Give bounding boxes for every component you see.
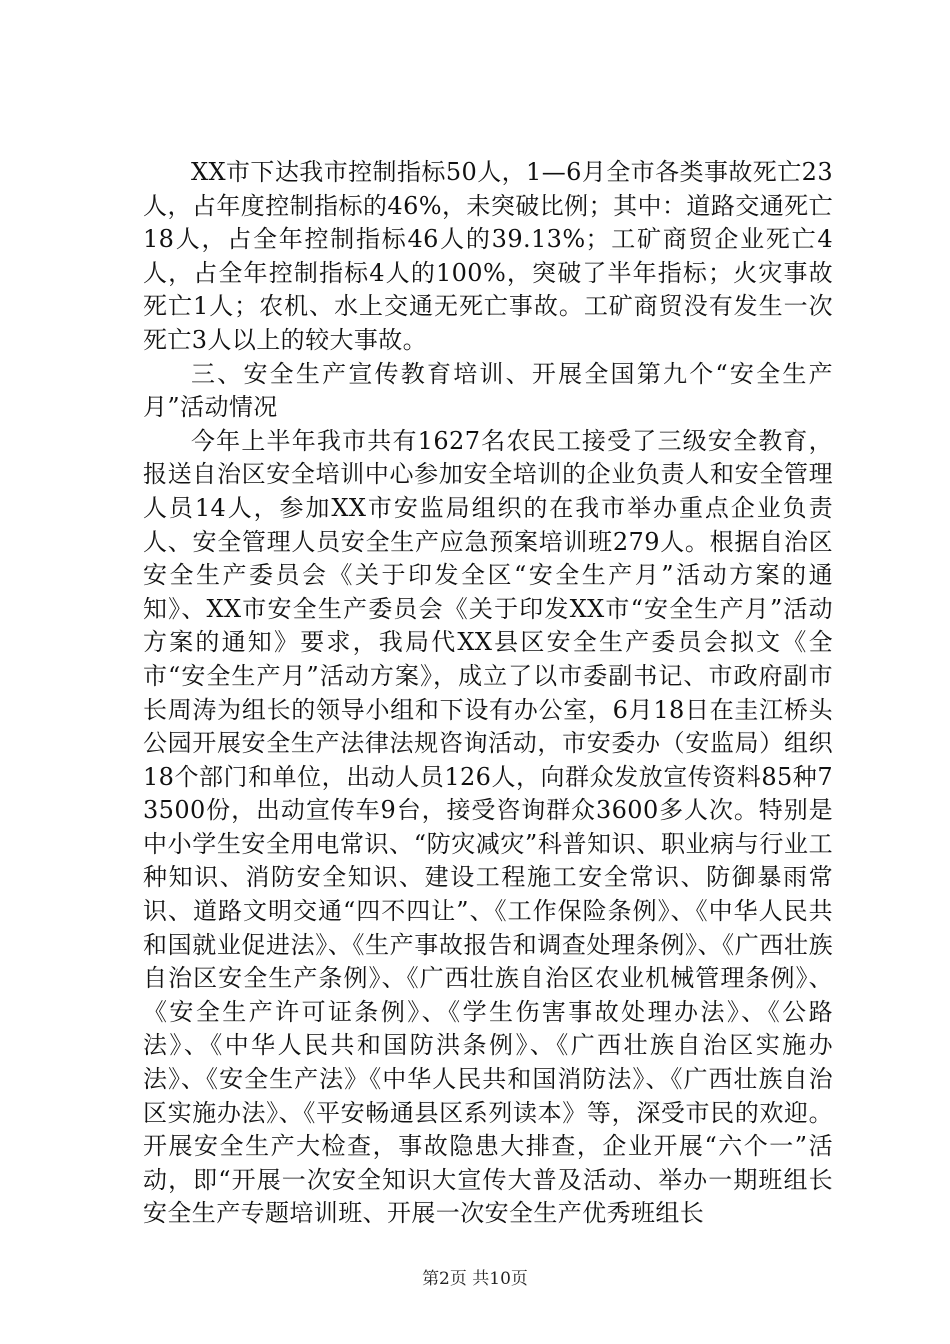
paragraph-casualty-statistics: XX市下达我市控制指标50人，1—6月全市各类事故死亡23人，占年度控制指标的46%，未突破比例；其中：道路交通死亡18人，占全年控制指标46人的39.13%；工矿商贸企业死亡4人，占全年控制指标4人的100%，突破了半年指标；火灾事故死亡1人；农机、水上交通无死亡事故。工矿商贸没有发生一次死亡3人以上的较大事故。	[143, 158, 833, 354]
section-heading-safety-month: 三、安全生产宣传教育培训、开展全国第九个“安全生产月”活动情况	[143, 359, 833, 422]
paragraph-training-activities: 今年上半年我市共有1627名农民工接受了三级安全教育，报送自治区安全培训中心参加安全培训的企业负责人和安全管理人员14人，参加XX市安监局组织的在我市举办重点企业负责人、安全管理人员安全生产应急预案培训班279人。根据自治区安全生产委员会《关于印发全区“安全生产月”活动方案的通知》、XX市安全生产委员会《关于印发XX市“安全生产月”活动方案的通知》要求，我局代XX县区安全生产委员会拟文《全市“安全生产月”活动方案》，成立了以市委副书记、市政府副市长周涛为组长的领导小组和下设有办公室，6月18日在圭江桥头公园开展安全生产法律法规咨询活动，市安委办（安监局）组织18个部门和单位，出动人员126人，向群众发放宣传资料85种73500份，出动宣传车9台，接受咨询群众3600多人次。特别是中小学生安全用电常识、“防灾减灾”科普知识、职业病与行业工种知识、消防安全知识、建设工程施工安全常识、防御暴雨常识、道路文明交通“四不四让”、《工作保险条例》、《中华人民共和国就业促进法》、《生产事故报告和调查处理条例》、《广西壮族自治区安全生产条例》、《广西壮族自治区农业机械管理条例》、《安全生产许可证条例》、《学生伤害事故处理办法》、《公路法》、《中华人民共和国防洪条例》、《广西壮族自治区实施办法》、《安全生产法》《中华人民共和国消防法》、《广西壮族自治区实施办法》、《平安畅通县区系列读本》等，深受市民的欢迎。开展安全生产大检查，事故隐患大排查，企业开展“六个一”活动，即“开展一次安全知识大宣传大普及活动、举办一期班组长安全生产专题培训班、开展一次安全生产优秀班组长	[143, 426, 833, 1228]
document-body	[143, 156, 833, 1231]
page-number-footer: 第2页 共10页	[422, 1269, 528, 1289]
